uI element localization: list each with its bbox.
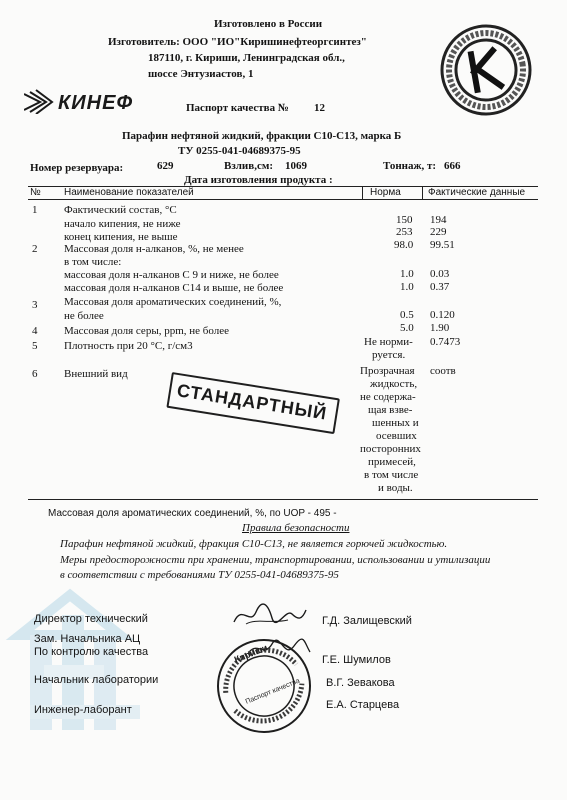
- row-2-line-4: массовая доля н-алканов С14 и выше, не более: [64, 282, 284, 294]
- row-1-num: 1: [32, 204, 38, 216]
- row-6-actual-1: соотв: [430, 365, 456, 377]
- col-header-norm: Норма: [370, 187, 401, 198]
- row-2-num: 2: [32, 243, 38, 255]
- table-header-rule: [28, 199, 538, 200]
- row-3-line-1: Массовая доля ароматических соединений, %,: [64, 296, 282, 308]
- signatory-3-title: Начальник лаборатории: [34, 674, 159, 686]
- tank-value: 629: [157, 160, 174, 172]
- row-2-norm-4: 1.0: [400, 281, 414, 293]
- safety-title: Правила безопасности: [242, 522, 350, 534]
- signatory-2-title: Зам. Начальника АЦ: [34, 633, 141, 645]
- manufacturer-address: 187110, г. Кириши, Ленинградская обл.,: [148, 52, 345, 64]
- row-2-line-1: Массовая доля н-алканов, %, не менее: [64, 243, 244, 255]
- row-6-norm-3: не содержа-: [360, 391, 416, 403]
- row-5-actual-1: 0.7473: [430, 336, 461, 348]
- made-in-russia: Изготовлено в России: [214, 18, 323, 30]
- row-6-norm-1: Прозрачная: [360, 365, 415, 377]
- row-2-norm-3: 1.0: [400, 268, 414, 280]
- product-tu: ТУ 0255-041-04689375-95: [178, 145, 301, 157]
- passport-label: Паспорт качества №: [186, 102, 289, 114]
- standard-stamp: СТАНДАРТНЫЙ: [166, 372, 340, 434]
- table-divider-actual: [422, 186, 423, 199]
- row-6-norm-7: посторонних: [360, 443, 421, 455]
- manufacturer-name: Изготовитель: ООО "ИО"Киришинефтеоргсинтез": [108, 36, 367, 48]
- col-header-actual: Фактические данные: [428, 187, 526, 198]
- row-3-line-2: не более: [64, 310, 104, 322]
- row-6-num: 6: [32, 368, 38, 380]
- seal-letter: К: [486, 77, 487, 78]
- fill-label: Взлив,см:: [224, 160, 273, 172]
- row-4-line-1: Массовая доля серы, ppm, не более: [64, 325, 229, 337]
- svg-text:КИНЕФ: КИНЕФ: [58, 92, 134, 114]
- row-6-norm-10: и воды.: [378, 482, 413, 494]
- svg-text:Кириши: Кириши: [232, 642, 270, 665]
- row-5-norm-1: Не норми-: [364, 336, 413, 348]
- tonnage-value: 666: [444, 160, 461, 172]
- row-2-actual-3: 0.03: [430, 268, 450, 280]
- row-2-norm-1: 98.0: [394, 239, 414, 251]
- row-3-num: 3: [32, 299, 38, 311]
- safety-line-2: Меры предосторожности при хранении, транспортировании, использовании и утилизации: [60, 554, 491, 566]
- manufacturer-street: шоссе Энтузиастов, 1: [148, 68, 254, 80]
- row-5-num: 5: [32, 340, 38, 352]
- laboratory-round-stamp-icon: [214, 636, 314, 736]
- col-header-name: Наименование показателей: [64, 187, 194, 198]
- row-6-norm-9: в том числе: [364, 469, 419, 481]
- signatory-3-name: В.Г. Зевакова: [326, 677, 395, 689]
- signature-1-icon: [232, 600, 308, 630]
- row-3-actual-2: 0.120: [430, 309, 455, 321]
- safety-line-3: в соответствии с требованиями ТУ 0255-041-04689375-95: [60, 569, 339, 581]
- uop-note: Массовая доля ароматических соединений, %, по UOP - 495 -: [48, 508, 337, 519]
- tonnage-label: Тоннаж, т:: [383, 160, 437, 172]
- kinef-logo: [24, 88, 164, 114]
- signatory-4-name: Е.А. Старцева: [326, 699, 400, 711]
- row-4-norm-1: 5.0: [400, 322, 414, 334]
- row-5-norm-2: руется.: [372, 349, 406, 361]
- row-6-norm-4: щая взве-: [368, 404, 413, 416]
- row-2-actual-1: 99.51: [430, 239, 455, 251]
- row-6-norm-5: шенных и: [372, 417, 419, 429]
- row-3-norm-2: 0.5: [400, 309, 414, 321]
- table-divider-norm: [362, 186, 363, 199]
- row-6-norm-8: примесей,: [368, 456, 416, 468]
- table-bottom-rule: [28, 499, 538, 500]
- row-1-actual-1: 194: [430, 214, 447, 226]
- passport-number: 12: [314, 102, 325, 114]
- signatory-2-name: Г.Е. Шумилов: [322, 654, 391, 666]
- production-date-label: Дата изготовления продукта :: [184, 174, 333, 186]
- row-1-actual-2: 229: [430, 226, 447, 238]
- quality-seal-icon: [438, 22, 534, 118]
- row-1-norm-1: 150: [396, 214, 413, 226]
- row-1-line-1: Фактический состав, °С: [64, 204, 177, 216]
- row-1-line-2: начало кипения, не ниже: [64, 218, 181, 230]
- col-header-num: №: [30, 187, 41, 198]
- signatory-4-title: Инженер-лаборант: [34, 704, 132, 716]
- row-2-line-2: в том числе:: [64, 256, 122, 268]
- row-4-num: 4: [32, 325, 38, 337]
- row-2-actual-4: 0.37: [430, 281, 450, 293]
- row-5-line-1: Плотность при 20 °С, г/см3: [64, 340, 193, 352]
- svg-text:Паспорт качества: Паспорт качества: [244, 677, 301, 706]
- row-6-line-1: Внешний вид: [64, 368, 128, 380]
- signatory-1-title: Директор технический: [34, 613, 148, 625]
- row-6-norm-2: жидкость,: [370, 378, 418, 390]
- product-name: Парафин нефтяной жидкий, фракции С10-С13, марка Б: [122, 130, 402, 142]
- safety-line-1: Парафин нефтяной жидкий, фракция С10-С13, не является горючей жидкостью.: [60, 538, 448, 550]
- signatory-2-subtitle: По контролю качества: [34, 646, 149, 658]
- row-1-line-3: конец кипения, не выше: [64, 231, 178, 243]
- row-1-norm-2: 253: [396, 226, 413, 238]
- row-2-line-3: массовая доля н-алканов С 9 и ниже, не более: [64, 269, 279, 281]
- signatory-1-name: Г.Д. Залищевский: [322, 615, 412, 627]
- tank-label: Номер резервуара:: [30, 162, 124, 174]
- fill-value: 1069: [285, 160, 307, 172]
- row-6-norm-6: осевших: [376, 430, 417, 442]
- row-4-actual-1: 1.90: [430, 322, 450, 334]
